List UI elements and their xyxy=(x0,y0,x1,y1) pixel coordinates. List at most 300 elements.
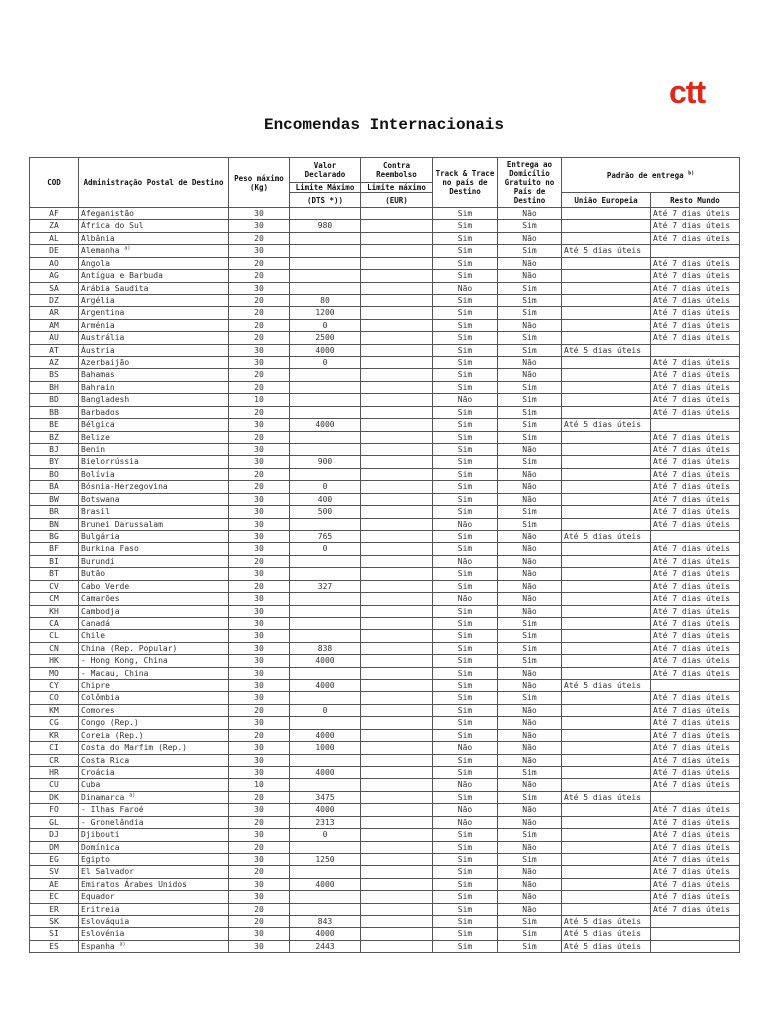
cell-ue xyxy=(562,518,651,530)
table-row xyxy=(30,394,740,406)
country-name: Egipto xyxy=(81,854,110,864)
cell-ue xyxy=(562,866,651,878)
cell-peso: 30 xyxy=(229,344,290,356)
cell-mundo: Até 7 dias úteis xyxy=(651,481,740,493)
cell-mundo: Até 7 dias úteis xyxy=(651,704,740,716)
cell-track: Sim xyxy=(433,245,498,257)
country-name: Brasil xyxy=(81,507,110,517)
cell-contra xyxy=(361,717,433,729)
cell-admin xyxy=(79,530,229,542)
cell-contra xyxy=(361,332,433,344)
cell-mundo xyxy=(651,344,740,356)
cell-peso: 20 xyxy=(229,270,290,282)
cell-contra xyxy=(361,344,433,356)
cell-track: Sim xyxy=(433,294,498,306)
cell-track: Sim xyxy=(433,481,498,493)
cell-track: Não xyxy=(433,816,498,828)
cell-ue xyxy=(562,307,651,319)
cell-admin xyxy=(79,481,229,493)
cell-contra xyxy=(361,456,433,468)
cell-valor xyxy=(290,444,361,456)
cell-mundo: Até 7 dias úteis xyxy=(651,580,740,592)
cell-cod: CY xyxy=(30,680,79,692)
table-row xyxy=(30,791,740,803)
cell-valor xyxy=(290,841,361,853)
cell-mundo xyxy=(651,940,740,952)
cell-ue: Até 5 dias úteis xyxy=(562,916,651,928)
country-name: Bélgica xyxy=(81,420,115,430)
country-name: Cuba xyxy=(81,780,101,790)
cell-admin xyxy=(79,493,229,505)
cell-contra xyxy=(361,853,433,865)
cell-mundo: Até 7 dias úteis xyxy=(651,282,740,294)
country-name: Costa do Marfim (Rep.) xyxy=(81,743,187,753)
cell-peso: 30 xyxy=(229,208,290,220)
cell-track: Sim xyxy=(433,307,498,319)
cell-peso: 20 xyxy=(229,580,290,592)
cell-cod: DE xyxy=(30,245,79,257)
cell-cod: BO xyxy=(30,468,79,480)
cell-cod: AM xyxy=(30,319,79,331)
cell-peso: 20 xyxy=(229,381,290,393)
cell-ue xyxy=(562,605,651,617)
cell-valor: 4000 xyxy=(290,766,361,778)
cell-peso: 30 xyxy=(229,444,290,456)
cell-ue: Até 5 dias úteis xyxy=(562,928,651,940)
cell-track: Sim xyxy=(433,220,498,232)
cell-contra xyxy=(361,506,433,518)
cell-ue xyxy=(562,667,651,679)
cell-track: Não xyxy=(433,804,498,816)
country-name: Barbados xyxy=(81,407,120,417)
cell-entrega: Sim xyxy=(498,642,562,654)
country-name: Benin xyxy=(81,445,106,455)
country-name: Canadá xyxy=(81,618,110,628)
cell-admin xyxy=(79,580,229,592)
cell-track: Não xyxy=(433,282,498,294)
cell-entrega: Sim xyxy=(498,506,562,518)
cell-cod: EC xyxy=(30,891,79,903)
cell-peso: 30 xyxy=(229,891,290,903)
cell-track: Não xyxy=(433,742,498,754)
cell-cod: CV xyxy=(30,580,79,592)
cell-cod: KM xyxy=(30,704,79,716)
cell-entrega: Não xyxy=(498,841,562,853)
cell-cod: EG xyxy=(30,853,79,865)
cell-entrega: Sim xyxy=(498,617,562,629)
cell-mundo: Até 7 dias úteis xyxy=(651,692,740,704)
cell-peso: 20 xyxy=(229,916,290,928)
cell-entrega: Não xyxy=(498,232,562,244)
cell-valor: 4000 xyxy=(290,655,361,667)
cell-mundo: Até 7 dias úteis xyxy=(651,208,740,220)
country-name: El Salvador xyxy=(81,867,134,877)
cell-entrega: Não xyxy=(498,804,562,816)
cell-cod: AT xyxy=(30,344,79,356)
cell-contra xyxy=(361,568,433,580)
cell-ue xyxy=(562,493,651,505)
cell-entrega: Sim xyxy=(498,294,562,306)
country-name: - Macau, China xyxy=(81,668,149,678)
cell-track: Sim xyxy=(433,940,498,952)
cell-admin xyxy=(79,307,229,319)
cell-valor xyxy=(290,282,361,294)
cell-mundo: Até 7 dias úteis xyxy=(651,605,740,617)
cell-mundo: Até 7 dias úteis xyxy=(651,220,740,232)
header-contra: Contra Reembolso xyxy=(361,158,433,183)
header-valor-sub: Limite Máximo xyxy=(290,183,361,193)
cell-valor xyxy=(290,891,361,903)
cell-mundo xyxy=(651,791,740,803)
country-name: Croácia xyxy=(81,767,115,777)
cell-peso: 30 xyxy=(229,493,290,505)
cell-ue xyxy=(562,717,651,729)
country-name: Djibouti xyxy=(81,830,120,840)
cell-peso: 30 xyxy=(229,928,290,940)
cell-admin xyxy=(79,282,229,294)
cell-track: Sim xyxy=(433,369,498,381)
cell-track: Não xyxy=(433,394,498,406)
cell-track: Sim xyxy=(433,754,498,766)
cell-peso: 20 xyxy=(229,704,290,716)
cell-peso: 20 xyxy=(229,369,290,381)
country-name: Domínica xyxy=(81,842,120,852)
cell-cod: BT xyxy=(30,568,79,580)
country-name: Belize xyxy=(81,432,110,442)
cell-track: Sim xyxy=(433,543,498,555)
cell-cod: CI xyxy=(30,742,79,754)
cell-ue xyxy=(562,208,651,220)
country-name: Bulgária xyxy=(81,531,120,541)
table-row xyxy=(30,680,740,692)
cell-peso: 30 xyxy=(229,245,290,257)
cell-admin xyxy=(79,319,229,331)
cell-entrega: Não xyxy=(498,568,562,580)
cell-cod: KH xyxy=(30,605,79,617)
table-row xyxy=(30,468,740,480)
cell-ue xyxy=(562,754,651,766)
cell-ue xyxy=(562,903,651,915)
cell-track: Sim xyxy=(433,332,498,344)
cell-cod: DK xyxy=(30,791,79,803)
cell-ue xyxy=(562,829,651,841)
cell-ue xyxy=(562,220,651,232)
cell-cod: ES xyxy=(30,940,79,952)
cell-valor xyxy=(290,593,361,605)
table-row xyxy=(30,481,740,493)
cell-ue xyxy=(562,481,651,493)
cell-valor: 4000 xyxy=(290,804,361,816)
cell-mundo: Até 7 dias úteis xyxy=(651,667,740,679)
cell-valor: 0 xyxy=(290,704,361,716)
table-row xyxy=(30,816,740,828)
cell-track: Sim xyxy=(433,655,498,667)
cell-admin xyxy=(79,791,229,803)
cell-mundo: Até 7 dias úteis xyxy=(651,841,740,853)
cell-cod: BJ xyxy=(30,444,79,456)
country-name: Comores xyxy=(81,705,115,715)
cell-contra xyxy=(361,605,433,617)
cell-valor: 400 xyxy=(290,493,361,505)
cell-peso: 20 xyxy=(229,294,290,306)
cell-contra xyxy=(361,530,433,542)
cell-admin xyxy=(79,866,229,878)
table-row xyxy=(30,568,740,580)
cell-mundo: Até 7 dias úteis xyxy=(651,866,740,878)
cell-mundo xyxy=(651,419,740,431)
cell-peso: 20 xyxy=(229,232,290,244)
table-row xyxy=(30,878,740,890)
cell-valor xyxy=(290,208,361,220)
cell-entrega: Sim xyxy=(498,282,562,294)
cell-peso: 20 xyxy=(229,307,290,319)
cell-mundo: Até 7 dias úteis xyxy=(651,357,740,369)
cell-valor: 80 xyxy=(290,294,361,306)
cell-ue: Até 5 dias úteis xyxy=(562,245,651,257)
table-row xyxy=(30,928,740,940)
cell-admin xyxy=(79,816,229,828)
cell-entrega: Não xyxy=(498,667,562,679)
cell-mundo: Até 7 dias úteis xyxy=(651,394,740,406)
cell-admin xyxy=(79,680,229,692)
cell-peso: 20 xyxy=(229,319,290,331)
cell-track: Sim xyxy=(433,729,498,741)
country-name: Eritreia xyxy=(81,904,120,914)
cell-entrega: Não xyxy=(498,605,562,617)
cell-valor: 0 xyxy=(290,829,361,841)
table-row xyxy=(30,692,740,704)
cell-valor: 0 xyxy=(290,357,361,369)
cell-ue xyxy=(562,369,651,381)
cell-ue xyxy=(562,468,651,480)
table-row xyxy=(30,245,740,257)
country-name: Emiratos Árabes Unidos xyxy=(81,879,187,889)
cell-admin xyxy=(79,667,229,679)
cell-track: Não xyxy=(433,518,498,530)
cell-admin xyxy=(79,841,229,853)
cell-admin xyxy=(79,717,229,729)
cell-entrega: Não xyxy=(498,878,562,890)
country-name: Bahrain xyxy=(81,382,115,392)
cell-peso: 30 xyxy=(229,282,290,294)
cell-entrega: Não xyxy=(498,866,562,878)
cell-peso: 20 xyxy=(229,791,290,803)
cell-peso: 30 xyxy=(229,605,290,617)
cell-mundo: Até 7 dias úteis xyxy=(651,468,740,480)
cell-cod: BD xyxy=(30,394,79,406)
cell-mundo: Até 7 dias úteis xyxy=(651,555,740,567)
country-name: Congo (Rep.) xyxy=(81,718,139,728)
cell-valor xyxy=(290,617,361,629)
cell-cod: BB xyxy=(30,406,79,418)
country-name: Bahamas xyxy=(81,370,115,380)
cell-entrega: Não xyxy=(498,543,562,555)
cell-cod: CM xyxy=(30,593,79,605)
cell-peso: 30 xyxy=(229,518,290,530)
cell-contra xyxy=(361,754,433,766)
cell-admin xyxy=(79,232,229,244)
country-name: Bolívia xyxy=(81,469,115,479)
table-row xyxy=(30,506,740,518)
cell-ue xyxy=(562,319,651,331)
cell-ue xyxy=(562,555,651,567)
cell-track: Sim xyxy=(433,642,498,654)
country-name: Coreia (Rep.) xyxy=(81,730,144,740)
cell-cod: CG xyxy=(30,717,79,729)
cell-admin xyxy=(79,369,229,381)
ctt-logo: ctt xyxy=(669,74,706,110)
cell-peso: 20 xyxy=(229,406,290,418)
table-row xyxy=(30,369,740,381)
cell-peso: 30 xyxy=(229,593,290,605)
cell-valor: 500 xyxy=(290,506,361,518)
cell-cod: CU xyxy=(30,779,79,791)
cell-entrega: Não xyxy=(498,903,562,915)
cell-cod: CO xyxy=(30,692,79,704)
table-row xyxy=(30,940,740,952)
cell-valor: 4000 xyxy=(290,344,361,356)
header-padrao-note: b) xyxy=(688,170,695,176)
cell-track: Sim xyxy=(433,916,498,928)
table-row xyxy=(30,555,740,567)
cell-admin xyxy=(79,419,229,431)
cell-track: Não xyxy=(433,779,498,791)
table-row xyxy=(30,779,740,791)
table-row xyxy=(30,493,740,505)
cell-mundo: Até 7 dias úteis xyxy=(651,270,740,282)
cell-contra xyxy=(361,493,433,505)
cell-track: Sim xyxy=(433,667,498,679)
footnote-marker: a) xyxy=(129,792,136,799)
cell-mundo: Até 7 dias úteis xyxy=(651,816,740,828)
cell-valor xyxy=(290,406,361,418)
cell-valor xyxy=(290,630,361,642)
cell-mundo: Até 7 dias úteis xyxy=(651,779,740,791)
cell-valor: 4000 xyxy=(290,680,361,692)
cell-mundo: Até 7 dias úteis xyxy=(651,891,740,903)
table-row xyxy=(30,704,740,716)
cell-track: Sim xyxy=(433,829,498,841)
header-contra-sub: Limite máximo xyxy=(361,183,433,193)
cell-contra xyxy=(361,232,433,244)
cell-cod: HK xyxy=(30,655,79,667)
cell-track: Sim xyxy=(433,766,498,778)
cell-ue xyxy=(562,804,651,816)
cell-entrega: Não xyxy=(498,493,562,505)
cell-peso: 20 xyxy=(229,555,290,567)
cell-valor: 0 xyxy=(290,319,361,331)
table-row xyxy=(30,319,740,331)
cell-cod: SA xyxy=(30,282,79,294)
cell-entrega: Não xyxy=(498,555,562,567)
country-name: Antígua e Barbuda xyxy=(81,271,163,281)
cell-ue xyxy=(562,742,651,754)
cell-cod: DJ xyxy=(30,829,79,841)
cell-track: Sim xyxy=(433,891,498,903)
cell-mundo: Até 7 dias úteis xyxy=(651,754,740,766)
cell-contra xyxy=(361,940,433,952)
cell-track: Sim xyxy=(433,704,498,716)
cell-ue xyxy=(562,779,651,791)
cell-entrega: Sim xyxy=(498,940,562,952)
cell-ue xyxy=(562,816,651,828)
cell-entrega: Sim xyxy=(498,406,562,418)
cell-ue xyxy=(562,406,651,418)
cell-admin xyxy=(79,729,229,741)
country-name: Albânia xyxy=(81,233,115,243)
cell-contra xyxy=(361,245,433,257)
country-name: Alemanha xyxy=(81,246,120,256)
table-row xyxy=(30,270,740,282)
cell-track: Sim xyxy=(433,841,498,853)
header-track: Track & Trace no país de Destino xyxy=(433,158,498,208)
cell-valor xyxy=(290,903,361,915)
cell-valor xyxy=(290,779,361,791)
cell-valor xyxy=(290,381,361,393)
cell-contra xyxy=(361,319,433,331)
cell-cod: AU xyxy=(30,332,79,344)
cell-valor: 2313 xyxy=(290,816,361,828)
cell-admin xyxy=(79,829,229,841)
cell-entrega: Sim xyxy=(498,928,562,940)
country-name: Áustria xyxy=(81,345,115,355)
cell-ue xyxy=(562,617,651,629)
cell-valor: 2443 xyxy=(290,940,361,952)
cell-cod: CL xyxy=(30,630,79,642)
cell-valor: 0 xyxy=(290,543,361,555)
shipping-table xyxy=(29,157,740,953)
table-row xyxy=(30,220,740,232)
cell-entrega: Sim xyxy=(498,853,562,865)
cell-entrega: Não xyxy=(498,444,562,456)
cell-entrega: Sim xyxy=(498,419,562,431)
header-padrao xyxy=(562,158,740,193)
cell-peso: 30 xyxy=(229,543,290,555)
cell-mundo: Até 7 dias úteis xyxy=(651,829,740,841)
cell-admin xyxy=(79,903,229,915)
cell-track: Sim xyxy=(433,456,498,468)
cell-mundo: Até 7 dias úteis xyxy=(651,853,740,865)
cell-valor xyxy=(290,667,361,679)
cell-contra xyxy=(361,381,433,393)
cell-entrega: Não xyxy=(498,270,562,282)
cell-peso: 30 xyxy=(229,853,290,865)
cell-contra xyxy=(361,220,433,232)
cell-ue: Até 5 dias úteis xyxy=(562,344,651,356)
cell-peso: 30 xyxy=(229,804,290,816)
cell-ue xyxy=(562,766,651,778)
cell-peso: 30 xyxy=(229,655,290,667)
table-row xyxy=(30,580,740,592)
cell-cod: FO xyxy=(30,804,79,816)
cell-entrega: Não xyxy=(498,729,562,741)
footnote-marker: a) xyxy=(124,245,131,252)
cell-contra xyxy=(361,804,433,816)
cell-contra xyxy=(361,481,433,493)
cell-cod: DZ xyxy=(30,294,79,306)
cell-cod: SV xyxy=(30,866,79,878)
cell-cod: CA xyxy=(30,617,79,629)
cell-entrega: Sim xyxy=(498,394,562,406)
cell-contra xyxy=(361,841,433,853)
cell-ue xyxy=(562,232,651,244)
country-name: Butão xyxy=(81,569,106,579)
cell-contra xyxy=(361,580,433,592)
cell-entrega: Sim xyxy=(498,766,562,778)
header-valor-unit: (DTS *)) xyxy=(290,193,361,208)
cell-admin xyxy=(79,394,229,406)
cell-cod: BG xyxy=(30,530,79,542)
